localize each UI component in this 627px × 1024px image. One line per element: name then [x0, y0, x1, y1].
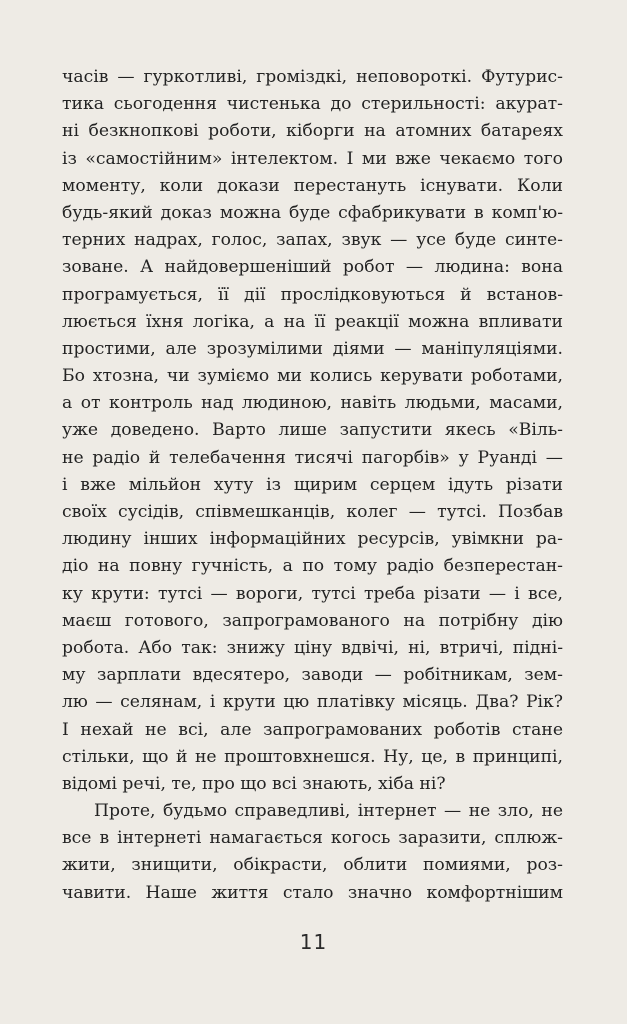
text-line: і вже мільйон хуту із щирим серцем ідуть різати [62, 474, 563, 495]
text-line: часів — гуркотливі, громіздкі, неповороткі. Футурис- [62, 67, 563, 87]
text-line: будь-який доказ можна буде сфабрикувати в комп'ю- [62, 202, 563, 223]
text-line: стільки, що й не проштовхнешся. Ну, це, в принципі, [62, 746, 563, 767]
text-line: І нехай не всі, але запрограмованих роботів стане [62, 719, 563, 740]
text-line: моменту, коли докази перестануть існувати. Коли [62, 175, 563, 196]
text-line: му зарплати вдесятеро, заводи — робітникам, зем- [62, 665, 563, 686]
text-line: Бо хтозна, чи зуміємо ми колись керувати роботами, [62, 366, 563, 387]
text-line: простими, але зрозумілими діями — маніпуляціями. [62, 338, 563, 359]
paragraph-2 [62, 798, 563, 907]
text-line: маєш готового, запрограмованого на потрібну дію [62, 610, 563, 631]
text-line: все в інтернеті намагається когось заразити, сплюж- [62, 828, 563, 849]
text-line: своїх сусідів, співмешканців, колег — тутсі. Позбав [62, 502, 563, 522]
text-line: ні безкнопкові роботи, кіборги на атомних батареях [62, 121, 563, 142]
text-line: робота. Або так: знижу ціну вдвічі, ні, втричі, підні- [62, 637, 563, 658]
body-text [62, 64, 563, 907]
paragraph-1 [62, 64, 563, 798]
text-line: ку крути: тутсі — вороги, тутсі треба різати — і все, [62, 583, 563, 604]
text-line: людину інших інформаційних ресурсів, увімкни ра- [62, 529, 563, 550]
text-line: тика сьогодення чистенька до стерильності: акурат- [62, 94, 563, 115]
text-line: терних надрах, голос, запах, звук — усе буде синте- [62, 230, 563, 251]
text-line: діо на повну гучність, а по тому радіо безперестан- [62, 556, 563, 577]
text-line: зоване. А найдовершеніший робот — людина: вона [62, 257, 563, 278]
text-line: а от контроль над людиною, навіть людьми, масами, [62, 393, 563, 414]
text-line: жити, знищити, обікрасти, облити помиями, роз- [62, 855, 563, 876]
text-line: не радіо й телебачення тисячі пагорбів» у Руанді — [62, 447, 563, 468]
text-line: із «самостійним» інтелектом. І ми вже чекаємо того [62, 148, 563, 169]
text-line: уже доведено. Варто лише запустити якесь «Віль- [62, 420, 563, 441]
text-line: люється їхня логіка, а на її реакції можна впливати [62, 311, 563, 332]
text-line: чавити. Наше життя стало значно комфортнішим [62, 882, 563, 903]
page-number: 11 [299, 930, 328, 954]
text-line: відомі речі, те, про що всі знають, хіба ні? [62, 773, 446, 794]
text-line: програмується, її дії прослідковуються й встанов- [62, 284, 563, 305]
text-line: Проте, будьмо справедливі, інтернет — не зло, не [94, 801, 563, 822]
text-line: лю — селянам, і крути цю платівку місяць. Два? Рік? [62, 692, 563, 713]
